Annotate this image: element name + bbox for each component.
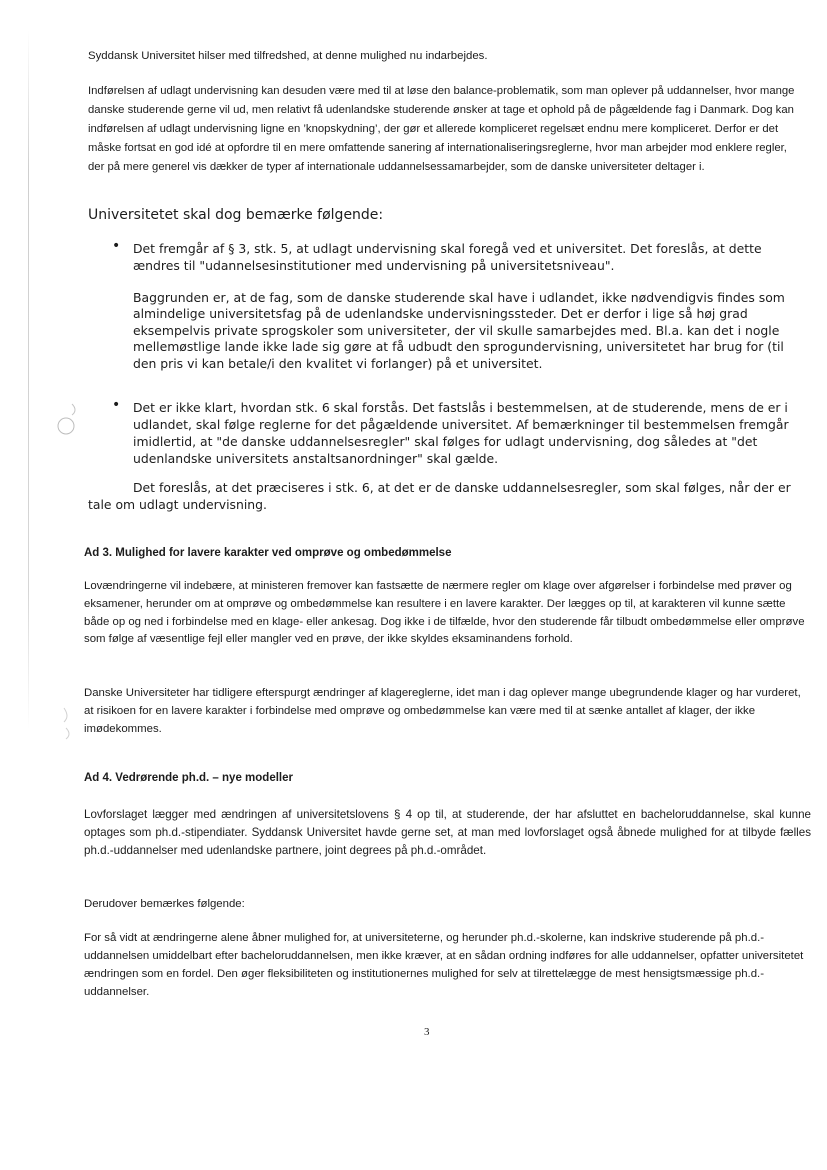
lovaendringerne-paragraph: Lovændringerne vil indebære, at ministeren fremover kan fastsætte de nærmere regler om klage over afgørelser i forbindelse med prøver og eksamener, herunder om at omprøve og ombedømmelse kan resultere i en lavere karakter. Der lægges op til, at karakteren vil kunne sætte både op og ned i forbindelse med en klage- eller ankesag. Dog ikke i de tilfælde, hvor den studerende får tilbudt ombedømmelse eller omprøve som følge af væsentlige fejl eller mangler ved en prøve, der ikke skyldes eksaminandens forhold. <box>84 580 805 646</box>
heading-ad4: Ad 4. Vedrørende ph.d. – nye modeller <box>84 772 293 784</box>
indfoerelsen-paragraph: Indførelsen af udlagt undervisning kan desuden være med til at løse den balance-problematik, som man oplever på uddannelser, hvor mange danske studerende gerne vil ud, men relativt få udenlandske studerende ønsker at tage et ophold på de pågældende fag i Danmark. Dog kan indførelsen af udlagt undervisning ligne en ’knopskydning’, der gør et allerede kompliceret regelsæt endnu mere kompliceret. Derfor er det måske fortsat en god idé at opfordre til en mere omfattende sanering af internationaliseringsreglerne, hvor man arbejder mod enklere regler, der på mere generel vis dækker de typer af internationale uddannelsessamarbejder, som de danske universiteter deltager i. <box>88 85 795 173</box>
page-number: 3 <box>424 1026 430 1038</box>
intro-paragraph: Syddansk Universitet hilser med tilfredshed, at denne mulighed nu indarbejdes. <box>88 50 488 62</box>
foreslaas-paragraph: Det foreslås, at det præciseres i stk. 6, at det er de danske uddannelsesregler, som skal følges, når der er tale om udlagt undervisning. <box>88 480 791 512</box>
lovforslaget-paragraph: Lovforslaget lægger med ændringen af universitetslovens § 4 op til, at studerende, der har afsluttet en bacheloruddannelse, skal kunne optages som ph.d.-stipendiater. Syddansk Universitet havde gerne set, at man med lovforslaget også åbnede mulighed for at tilbyde fælles ph.d.-uddannelser med udenlandske partnere, joint degrees på ph.d.-området. <box>84 808 811 857</box>
heading-ad3: Ad 3. Mulighed for lavere karakter ved omprøve og ombedømmelse <box>84 547 452 559</box>
scan-edge-line <box>28 30 29 730</box>
bullet-marker: • <box>112 238 121 254</box>
bullet-1-background: Baggrunden er, at de fag, som de danske studerende skal have i udlandet, ikke nødvendigvis findes som almindelige universitetsfag på de udenlandske undervisningssteder. Det er derfor i lige så høj grad eksempelvis private sprogskoler som universiteter, der vil skulle samarbejdes med. Bl.a. kan det i nogle mellemøstlige lande ikke lade sig gøre at få udbudt den sprogundervisning, universitetet har brug for (til den pris vi kan betale/i den kvalitet vi forlanger) på et universitet. <box>133 290 785 371</box>
bullet-marker: • <box>112 397 121 413</box>
universitetet-heading: Universitetet skal dog bemærke følgende: <box>88 207 384 223</box>
punch-hole-mark <box>60 706 76 740</box>
derudover-line: Derudover bemærkes følgende: <box>84 898 245 910</box>
for-saa-vidt-paragraph: For så vidt at ændringerne alene åbner mulighed for, at universiteterne, og herunder ph.d.-skolerne, kan indskrive studerende på ph.d.-uddannelsen umiddelbart efter bacheloruddannelsen, men ikke kræver, at en sådan ordning indføres for alle uddannelser, opfatter universitetet ændringen som en fordel. Den øger fleksibiliteten og institutionernes mulighed for selv at tilrettelægge de mest hensigtsmæssige ph.d.-uddannelser. <box>84 932 804 998</box>
punch-hole-mark <box>50 400 80 436</box>
bullet-2-text: Det er ikke klart, hvordan stk. 6 skal forstås. Det fastslås i bestemmelsen, at de studerende, mens de er i udlandet, skal følge reglerne for det pågældende universitet. Af bemærkninger til bestemmelsen fremgår imidlertid, at "de danske uddannelsesregler" skal følges for udlagt undervisning, dog således at "det udenlandske universitets anstaltsanordninger" skal gælde. <box>133 400 789 466</box>
danske-universiteter-paragraph: Danske Universiteter har tidligere efterspurgt ændringer af klagereglerne, idet man i dag oplever mange ubegrundende klager og har vurderet, at risikoen for en lavere karakter i forbindelse med omprøve og ombedømmelse kan være med til at sænke antallet af klager, der ikke imødekommes. <box>84 687 801 735</box>
bullet-1-text: Det fremgår af § 3, stk. 5, at udlagt undervisning skal foregå ved et universitet. Det foreslås, at dette ændres til "udannelsesinstitutioner med undervisning på universitetsniveau". <box>133 241 762 273</box>
